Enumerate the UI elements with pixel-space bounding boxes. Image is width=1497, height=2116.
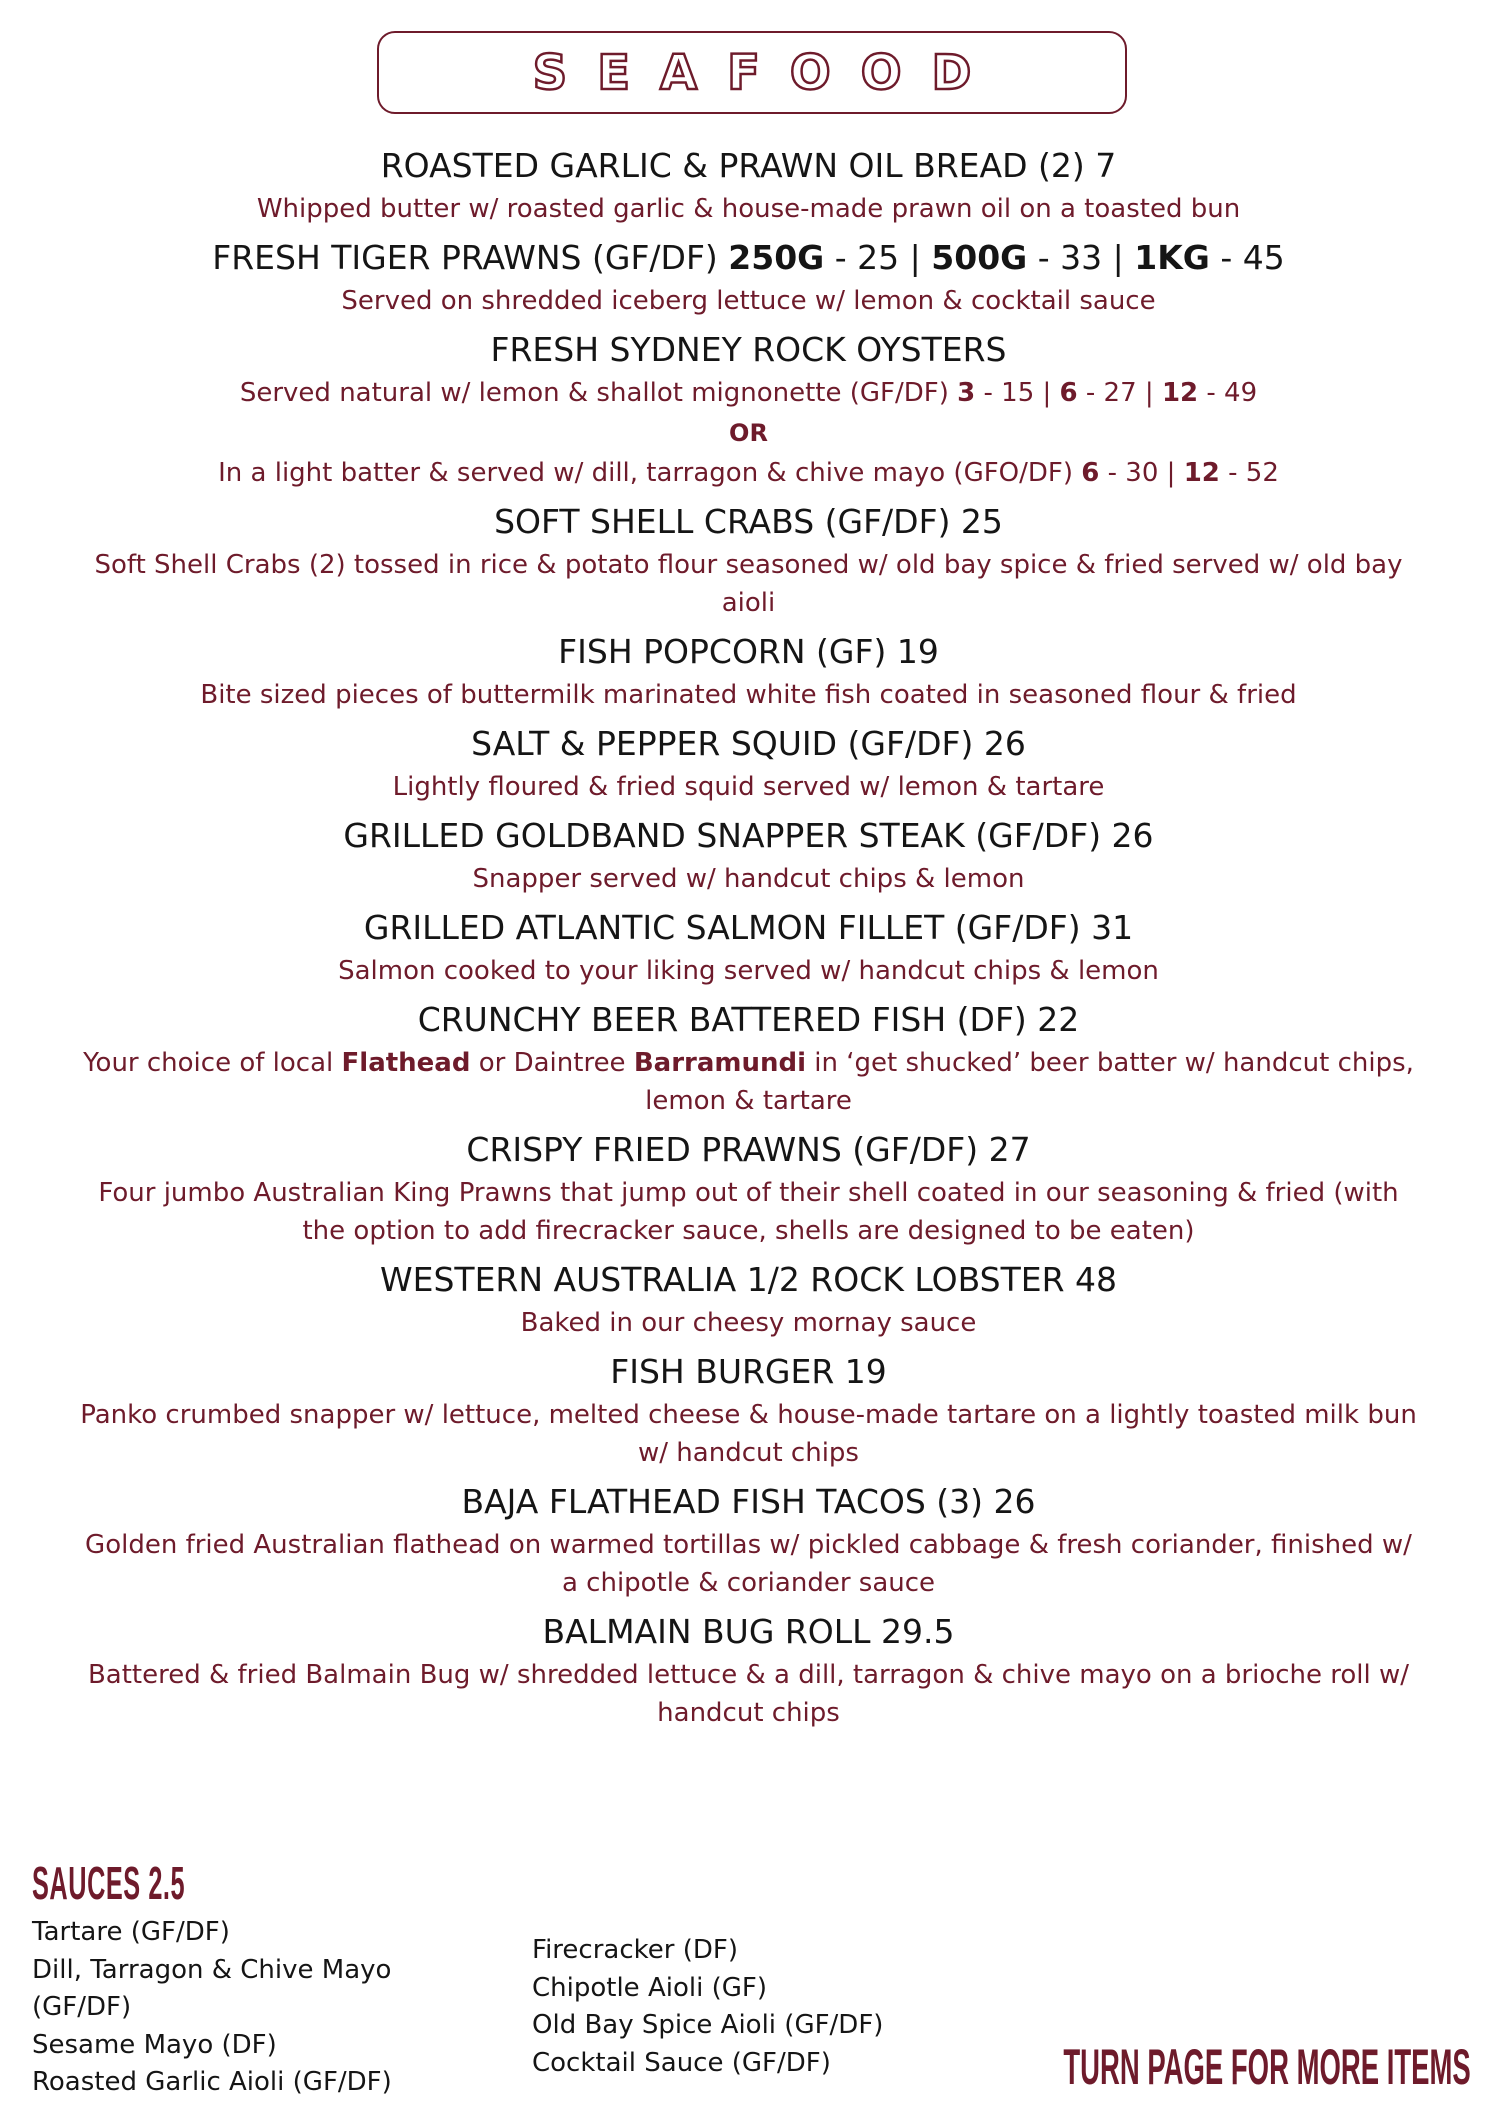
quantity-price: - 30 | <box>1099 458 1184 488</box>
menu-item <box>80 996 1417 1120</box>
item-description: Panko crumbed snapper w/ lettuce, melted cheese & house-made tartare on a lightly toasted milk bun w/ handcut chips <box>80 1400 1417 1468</box>
menu-item <box>80 142 1417 228</box>
menu-item <box>80 234 1417 320</box>
section-title: SEAFOOD <box>532 44 1002 101</box>
item-name: ROASTED GARLIC & PRAWN OIL BREAD (2) 7 <box>380 146 1117 185</box>
item-name: FRESH SYDNEY ROCK OYSTERS <box>490 330 1007 369</box>
item-name: WESTERN AUSTRALIA 1/2 ROCK LOBSTER 48 <box>379 1260 1117 1299</box>
fish-option: Barramundi <box>633 1048 807 1078</box>
sauce-item: Sesame Mayo (DF) <box>32 2029 277 2060</box>
item-name: GRILLED GOLDBAND SNAPPER STEAK (GF/DF) 26 <box>343 816 1154 855</box>
item-description: Battered & fried Balmain Bug w/ shredded lettuce & a dill, tarragon & chive mayo on a brioche roll w/ handcut chips <box>87 1660 1410 1728</box>
sauce-item: Old Bay Spice Aioli (GF/DF) <box>532 2010 884 2040</box>
item-name: BALMAIN BUG ROLL 29.5 <box>542 1612 955 1651</box>
option-text: In a light batter & served w/ dill, tarragon & chive mayo (GFO/DF) <box>218 458 1082 488</box>
item-description: Golden fried Australian flathead on warmed tortillas w/ pickled cabbage & fresh coriander, finished w/ a chipotle & coriander sauce <box>85 1530 1412 1598</box>
item-description: Bite sized pieces of buttermilk marinated white fish coated in seasoned flour & fried <box>200 680 1297 710</box>
sauce-item: Roasted Garlic Aioli (GF/DF) <box>32 2067 392 2097</box>
sauce-item: Dill, Tarragon & Chive Mayo <box>32 1954 392 1985</box>
menu-item <box>80 1256 1417 1342</box>
option-text: Served natural w/ lemon & shallot mignonette (GF/DF) <box>239 378 958 408</box>
size-price: - 33 | <box>1027 238 1135 277</box>
quantity: 6 <box>1059 378 1078 408</box>
menu-item <box>80 1478 1417 1602</box>
desc-text: Your choice of local <box>83 1048 342 1078</box>
quantity-price: - 49 <box>1198 378 1258 408</box>
menu-item <box>80 720 1417 806</box>
desc-text: or Daintree <box>470 1048 634 1078</box>
quantity: 3 <box>957 378 976 408</box>
item-name <box>80 234 1417 282</box>
or-separator: OR <box>729 419 768 447</box>
menu-item <box>80 904 1417 990</box>
item-name: CRUNCHY BEER BATTERED FISH (DF) 22 <box>417 1000 1080 1039</box>
size-option: 1KG <box>1134 238 1210 277</box>
menu-list <box>80 142 1417 1738</box>
section-header-box <box>377 31 1127 114</box>
menu-item <box>80 1608 1417 1732</box>
menu-item <box>80 326 1417 492</box>
quantity: 12 <box>1161 378 1199 408</box>
menu-item <box>80 1348 1417 1472</box>
size-option: 250G <box>728 238 825 277</box>
sauce-item: Firecracker (DF) <box>532 1935 738 1965</box>
item-description <box>80 374 1417 412</box>
size-price: - 25 | <box>824 238 932 277</box>
size-price: - 45 <box>1209 238 1285 277</box>
turn-page-note: TURN PAGE FOR MORE ITEMS <box>1063 2039 1471 2095</box>
item-name: GRILLED ATLANTIC SALMON FILLET (GF/DF) 31 <box>363 908 1134 947</box>
item-description <box>80 454 1417 492</box>
item-description <box>80 1044 1417 1120</box>
sauce-item: Chipotle Aioli (GF) <box>532 1972 767 2003</box>
quantity-price: - 52 <box>1219 458 1279 488</box>
desc-text: in ‘get shucked’ beer batter w/ handcut chips, lemon & tartare <box>645 1048 1414 1116</box>
item-name: SALT & PEPPER SQUID (GF/DF) 26 <box>471 724 1026 763</box>
menu-item <box>80 812 1417 898</box>
sauce-item: Tartare (GF/DF) <box>32 1917 230 1947</box>
fish-option: Flathead <box>341 1048 471 1078</box>
sauce-item: (GF/DF) <box>32 1992 132 2022</box>
item-name-text: FRESH TIGER PRAWNS (GF/DF) <box>212 238 729 277</box>
quantity-price: - 27 | <box>1077 378 1162 408</box>
sauces-heading: SAUCES 2.5 <box>32 1857 186 1909</box>
quantity: 12 <box>1183 458 1220 488</box>
sauces-list-left <box>32 1914 392 2102</box>
item-description: Served on shredded iceberg lettuce w/ lemon & cocktail sauce <box>341 286 1156 316</box>
item-description: Soft Shell Crabs (2) tossed in rice & potato flour seasoned w/ old bay spice & fried served w/ old bay aioli <box>94 550 1403 618</box>
sauce-item: Cocktail Sauce (GF/DF) <box>532 2047 831 2078</box>
item-description: Snapper served w/ handcut chips & lemon <box>472 864 1025 894</box>
menu-item <box>80 628 1417 714</box>
item-name: SOFT SHELL CRABS (GF/DF) 25 <box>494 502 1003 541</box>
sauces-list-right <box>532 1932 883 2082</box>
item-description: Whipped butter w/ roasted garlic & house-made prawn oil on a toasted bun <box>256 194 1241 224</box>
quantity-price: - 15 | <box>975 378 1060 408</box>
item-description: Lightly floured & fried squid served w/ lemon & tartare <box>392 772 1105 802</box>
item-name: BAJA FLATHEAD FISH TACOS (3) 26 <box>461 1482 1036 1521</box>
size-option: 500G <box>931 238 1028 277</box>
item-name: FISH POPCORN (GF) 19 <box>558 632 939 671</box>
menu-item <box>80 1126 1417 1250</box>
item-description: Four jumbo Australian King Prawns that jump out of their shell coated in our seasoning & fried (with the option to add firecracker sauce, shells are designed to be eaten) <box>98 1178 1399 1246</box>
item-description: Salmon cooked to your liking served w/ handcut chips & lemon <box>338 956 1159 986</box>
item-name: CRISPY FRIED PRAWNS (GF/DF) 27 <box>466 1130 1031 1169</box>
item-description: Baked in our cheesy mornay sauce <box>520 1308 977 1338</box>
item-name: FISH BURGER 19 <box>610 1352 887 1391</box>
quantity: 6 <box>1081 458 1100 488</box>
menu-item <box>80 498 1417 622</box>
